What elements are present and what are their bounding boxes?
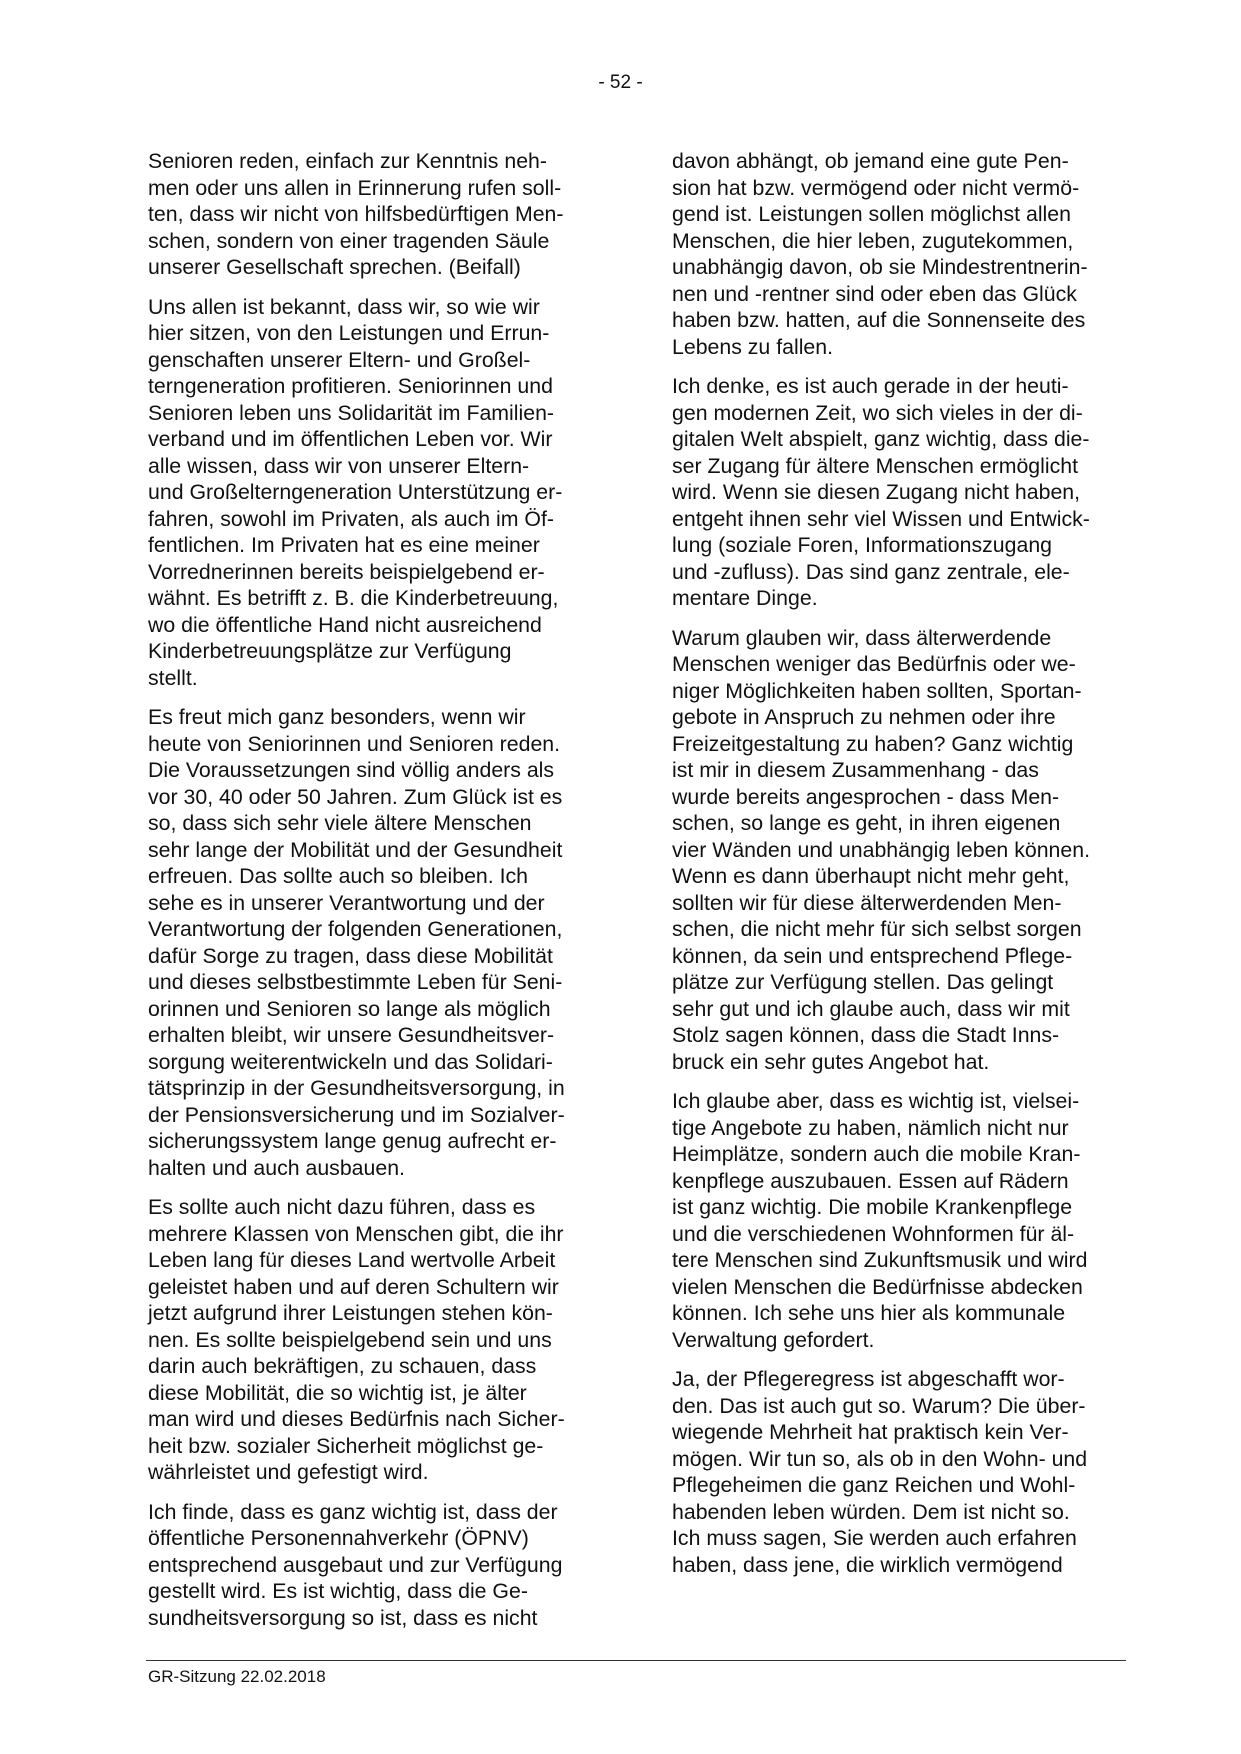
- footer-session-label: GR-Sitzung 22.02.2018: [148, 1667, 326, 1686]
- text-line: Warum glauben wir, dass älterwerdende: [672, 625, 1052, 650]
- paragraph: [148, 1194, 598, 1486]
- text-line: nen. Es sollte beispielgebend sein und uns: [148, 1327, 552, 1352]
- text-line: vier Wänden und unabhängig leben können.: [672, 837, 1090, 862]
- text-line: kenpflege auszubauen. Essen auf Rädern: [672, 1168, 1069, 1193]
- text-line: gestellt wird. Es ist wichtig, dass die Ge-: [148, 1579, 528, 1603]
- text-line: entsprechend ausgebaut und zur Verfügung: [148, 1552, 563, 1577]
- text-line: schen, sondern von einer tragenden Säule: [148, 228, 550, 253]
- page-number: - 52 -: [598, 72, 643, 93]
- footer-divider: [146, 1660, 1126, 1661]
- text-line: gen modernen Zeit, wo sich vieles in der di-: [672, 400, 1083, 425]
- text-line: können, da sein und entsprechend Pflege-: [672, 943, 1073, 968]
- text-line: men oder uns allen in Erinnerung rufen soll-: [148, 175, 562, 200]
- text-line: gitalen Welt abspielt, ganz wichtig, dass die-: [672, 427, 1090, 451]
- text-line: bruck ein sehr gutes Angebot hat.: [672, 1049, 990, 1074]
- text-line: plätze zur Verfügung stellen. Das gelingt: [672, 970, 1054, 994]
- text-line: unabhängig davon, ob sie Mindestrentnerin-: [672, 255, 1088, 279]
- paragraph: [672, 625, 1122, 1076]
- text-line: nen und -rentner sind oder eben das Glück: [672, 281, 1077, 306]
- text-line: Uns allen ist bekannt, dass wir, so wie wir: [148, 294, 540, 319]
- text-line: tere Menschen sind Zukunftsmusik und wird: [672, 1248, 1088, 1272]
- text-line: Heimplätze, sondern auch die mobile Kran-: [672, 1142, 1081, 1166]
- text-line: Kinderbetreuungsplätze zur Verfügung: [148, 639, 512, 663]
- text-line: wo die öffentliche Hand nicht ausreichend: [148, 612, 542, 637]
- text-line: öffentliche Personennahverkehr (ÖPNV): [148, 1526, 529, 1550]
- text-line: mentare Dinge.: [672, 586, 818, 610]
- text-line: geleistet haben und auf deren Schultern wir: [148, 1274, 559, 1299]
- text-line: sehr lange der Mobilität und der Gesundheit: [148, 837, 563, 862]
- text-line: Pflegeheimen die ganz Reichen und Wohl-: [672, 1473, 1076, 1497]
- text-line: sorgung weiterentwickeln und das Solidari-: [148, 1049, 553, 1074]
- text-line: währleistet und gefestigt wird.: [148, 1460, 429, 1484]
- text-line: heute von Seniorinnen und Senioren reden.: [148, 731, 561, 756]
- text-line: stellt.: [148, 665, 198, 690]
- text-line: Verwaltung gefordert.: [672, 1327, 875, 1352]
- text-line: und dieses selbstbestimmte Leben für Seni-: [148, 970, 563, 994]
- text-line: darin auch bekräftigen, zu schauen, dass: [148, 1354, 537, 1378]
- text-line: Senioren leben uns Solidarität im Familien-: [148, 400, 555, 425]
- text-line: gend ist. Leistungen sollen möglichst allen: [672, 202, 1071, 226]
- text-line: Senioren reden, einfach zur Kenntnis neh-: [148, 149, 547, 173]
- text-line: mehrere Klassen von Menschen gibt, die ihr: [148, 1221, 564, 1246]
- right-column: [672, 148, 1122, 1591]
- text-line: vor 30, 40 oder 50 Jahren. Zum Glück ist es: [148, 784, 563, 809]
- text-line: alle wissen, dass wir von unserer Eltern-: [148, 453, 530, 478]
- paragraph: [672, 373, 1122, 612]
- text-line: gebote in Anspruch zu nehmen oder ihre: [672, 705, 1056, 729]
- text-line: diese Mobilität, die so wichtig ist, je älter: [148, 1380, 527, 1405]
- text-line: genschaften unserer Eltern- und Großel-: [148, 347, 531, 372]
- text-line: Menschen weniger das Bedürfnis oder we-: [672, 652, 1076, 676]
- left-column: [148, 148, 598, 1644]
- text-line: schen, so lange es geht, in ihren eigenen: [672, 811, 1061, 835]
- text-line: ser Zugang für ältere Menschen ermöglicht: [672, 453, 1079, 478]
- text-line: Leben lang für dieses Land wertvolle Arbeit: [148, 1248, 556, 1272]
- text-line: unserer Gesellschaft sprechen. (Beifall): [148, 255, 521, 279]
- paragraph: [148, 148, 598, 281]
- text-line: habenden leben würden. Dem ist nicht so.: [672, 1499, 1070, 1524]
- text-line: der Pensionsversicherung und im Sozialver-: [148, 1102, 565, 1127]
- text-line: Ich muss sagen, Sie werden auch erfahren: [672, 1526, 1077, 1550]
- text-line: man wird und dieses Bedürfnis nach Sicher-: [148, 1407, 565, 1431]
- text-line: entgeht ihnen sehr viel Wissen und Entwick-: [672, 506, 1090, 531]
- text-line: niger Möglichkeiten haben sollten, Sportan-: [672, 678, 1082, 703]
- text-line: sollten wir für diese älterwerdenden Men-: [672, 890, 1062, 915]
- text-line: Es freut mich ganz besonders, wenn wir: [148, 705, 526, 729]
- text-line: Vorrednerinnen bereits beispielgebend er-: [148, 559, 545, 584]
- text-line: können. Ich sehe uns hier als kommunale: [672, 1301, 1066, 1325]
- text-line: Stolz sagen können, dass die Stadt Inns-: [672, 1023, 1060, 1047]
- text-line: sion hat bzw. vermögend oder nicht vermö-: [672, 175, 1080, 200]
- paragraph: [672, 148, 1122, 360]
- text-line: wurde bereits angesprochen - dass Men-: [672, 784, 1060, 809]
- paragraph: [148, 1499, 598, 1632]
- text-line: ist mir in diesem Zusammenhang - das: [672, 758, 1039, 782]
- text-line: jetzt aufgrund ihrer Leistungen stehen kön-: [148, 1301, 553, 1325]
- text-line: so, dass sich sehr viele ältere Menschen: [148, 811, 532, 835]
- text-line: haben, dass jene, die wirklich vermögend: [672, 1552, 1063, 1577]
- text-line: heit bzw. sozialer Sicherheit möglichst ge-: [148, 1433, 544, 1458]
- text-line: tige Angebote zu haben, nämlich nicht nur: [672, 1115, 1069, 1140]
- text-line: fahren, sowohl im Privaten, als auch im Öf-: [148, 506, 554, 531]
- text-line: Es sollte auch nicht dazu führen, dass es: [148, 1195, 536, 1219]
- paragraph: [672, 1366, 1122, 1578]
- text-line: ist ganz wichtig. Die mobile Krankenpflege: [672, 1195, 1073, 1219]
- text-line: Ich denke, es ist auch gerade in der heuti-: [672, 374, 1069, 398]
- text-line: sicherungssystem lange genug aufrecht er-: [148, 1129, 557, 1153]
- text-line: haben bzw. hatten, auf die Sonnenseite des: [672, 308, 1086, 332]
- text-line: und -zufluss). Das sind ganz zentrale, ele-: [672, 559, 1070, 584]
- text-line: sundheitsversorgung so ist, dass es nicht: [148, 1605, 538, 1630]
- text-line: dafür Sorge zu tragen, dass diese Mobilität: [148, 943, 553, 968]
- text-line: sehr gut und ich glaube auch, dass wir mit: [672, 996, 1070, 1021]
- paragraph: [672, 1088, 1122, 1353]
- text-line: verband und im öffentlichen Leben vor. Wir: [148, 427, 553, 451]
- text-line: wird. Wenn sie diesen Zugang nicht haben,: [672, 480, 1081, 504]
- text-line: Ich glaube aber, dass es wichtig ist, vielsei-: [672, 1089, 1080, 1113]
- text-line: schen, die nicht mehr für sich selbst sorgen: [672, 917, 1082, 941]
- text-line: hier sitzen, von den Leistungen und Errun-: [148, 321, 550, 345]
- text-line: tätsprinzip in der Gesundheitsversorgung, in: [148, 1076, 565, 1100]
- text-line: und Großelterngeneration Unterstützung er-: [148, 480, 563, 504]
- text-line: ten, dass wir nicht von hilfsbedürftigen Men-: [148, 202, 564, 226]
- text-line: vielen Menschen die Bedürfnisse abdecken: [672, 1274, 1083, 1299]
- text-line: und die verschiedenen Wohnformen für äl-: [672, 1221, 1075, 1246]
- text-line: halten und auch ausbauen.: [148, 1155, 405, 1180]
- text-line: Freizeitgestaltung zu haben? Ganz wichtig: [672, 731, 1074, 756]
- text-line: Lebens zu fallen.: [672, 334, 834, 359]
- text-line: Menschen, die hier leben, zugutekommen,: [672, 228, 1074, 253]
- paragraph: [148, 294, 598, 692]
- text-line: fentlichen. Im Privaten hat es eine meiner: [148, 533, 540, 557]
- text-line: sehe es in unserer Verantwortung und der: [148, 890, 545, 915]
- text-line: Verantwortung der folgenden Generationen,: [148, 917, 563, 941]
- text-line: terngeneration profitieren. Seniorinnen und: [148, 374, 553, 398]
- text-line: Wenn es dann überhaupt nicht mehr geht,: [672, 864, 1070, 888]
- text-line: wähnt. Es betrifft z. B. die Kinderbetreuung,: [148, 586, 559, 610]
- text-line: mögen. Wir tun so, als ob in den Wohn- und: [672, 1446, 1088, 1471]
- text-line: wiegende Mehrheit hat praktisch kein Ver-: [672, 1420, 1069, 1444]
- paragraph: [148, 704, 598, 1181]
- text-line: den. Das ist auch gut so. Warum? Die über-: [672, 1393, 1086, 1418]
- text-line: orinnen und Senioren so lange als möglich: [148, 996, 551, 1021]
- text-line: lung (soziale Foren, Informationszugang: [672, 533, 1053, 557]
- text-line: erfreuen. Das sollte auch so bleiben. Ich: [148, 864, 529, 888]
- text-line: Ich finde, dass es ganz wichtig ist, dass der: [148, 1499, 558, 1524]
- text-line: davon abhängt, ob jemand eine gute Pen-: [672, 149, 1069, 173]
- text-line: erhalten bleibt, wir unsere Gesundheitsver-: [148, 1023, 555, 1047]
- text-line: Ja, der Pflegeregress ist abgeschafft wor-: [672, 1367, 1065, 1391]
- text-line: Die Voraussetzungen sind völlig anders als: [148, 758, 555, 782]
